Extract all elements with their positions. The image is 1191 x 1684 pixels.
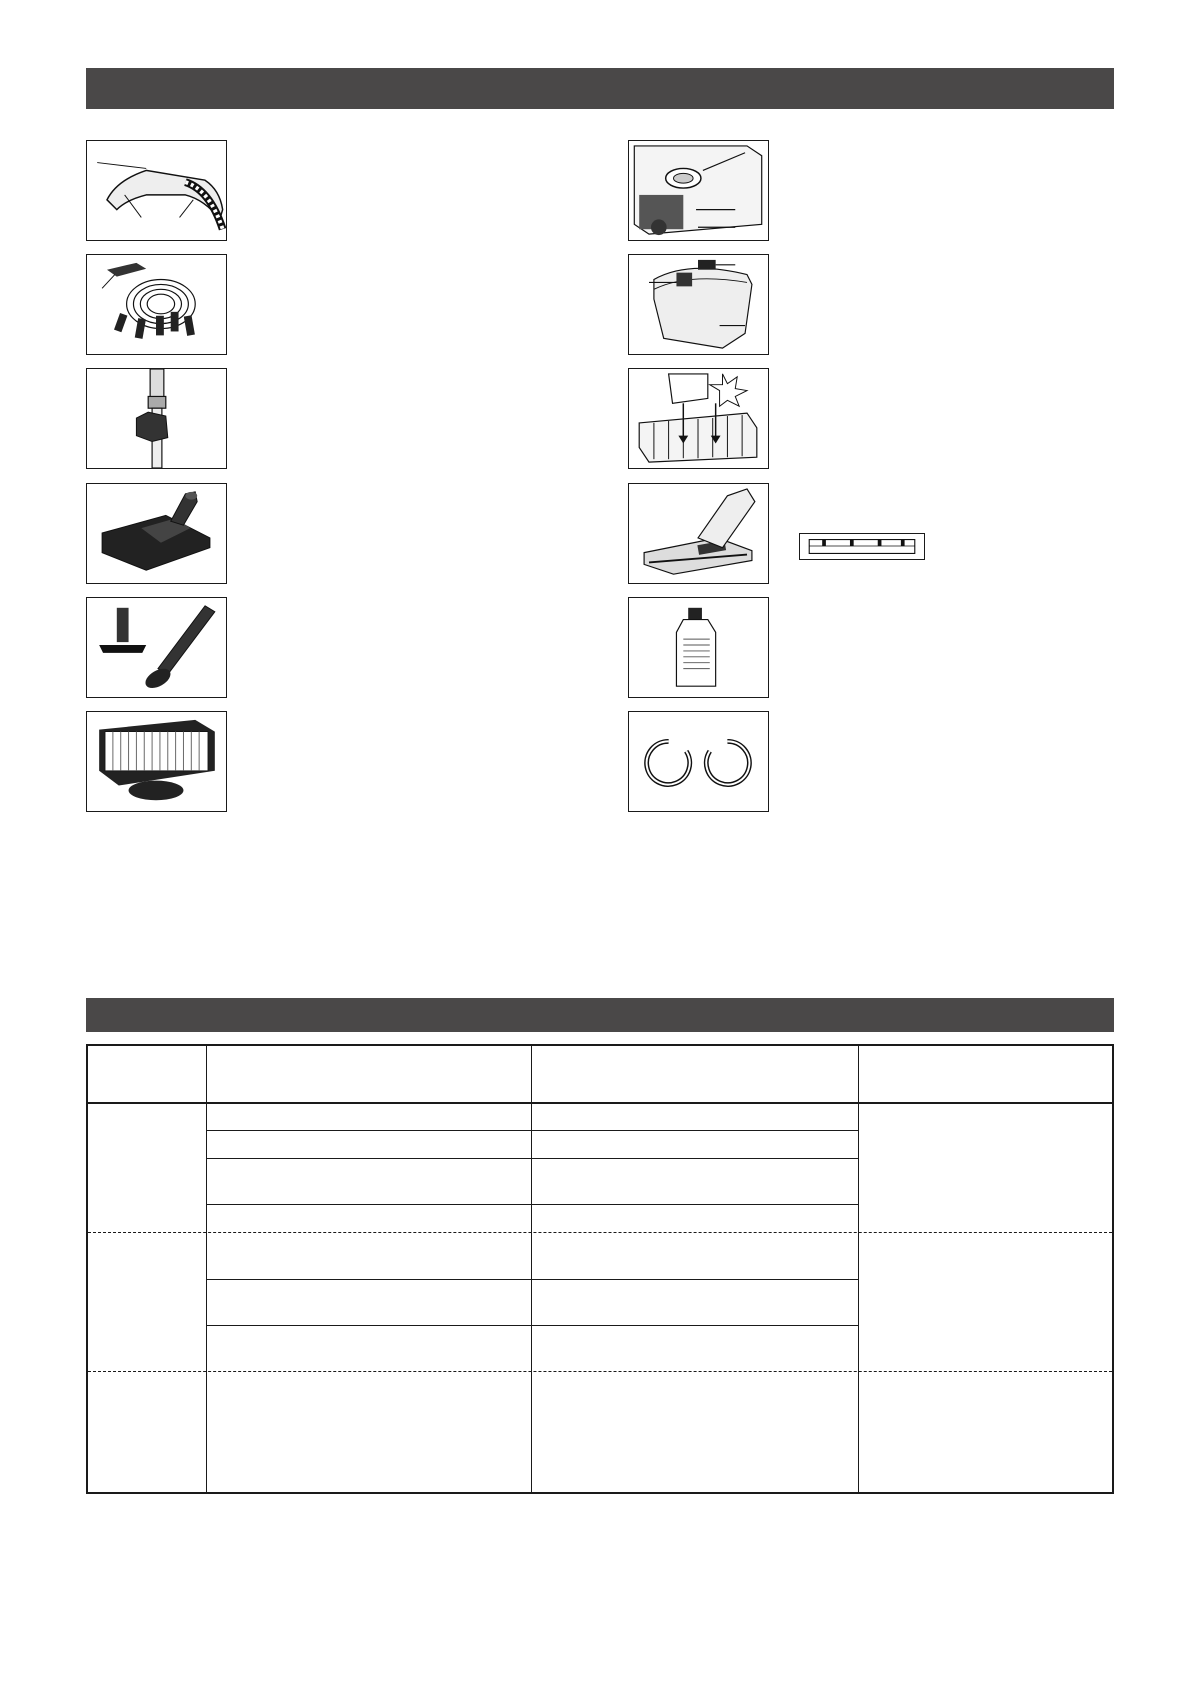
column-divider [858,1046,859,1492]
steam-handle-icon [87,141,226,240]
window-nozzle-figure [628,483,769,584]
water-tank-figure [628,254,769,355]
hose-cable-icon [87,255,226,354]
column-divider [531,1046,532,1492]
filter-cassette-icon [87,712,226,811]
section-header-bar [86,68,1114,109]
row-divider [206,1130,858,1131]
detergent-bottle-icon [629,598,768,697]
header-row-divider [88,1102,1112,1104]
row-divider [206,1325,858,1326]
squeegee-strip-figure [799,533,925,560]
table-section-header-bar [86,998,1114,1032]
seal-rings-icon [629,712,768,811]
filter-cassette-figure [86,711,227,812]
nozzle-set-figure [86,597,227,698]
group-divider [88,1371,1112,1372]
detergent-bottle-figure [628,597,769,698]
filter-insert-icon [629,369,768,468]
water-filter-housing-figure [628,140,769,241]
seal-rings-figure [628,711,769,812]
group-divider [88,1232,1112,1233]
water-filter-housing-icon [629,141,768,240]
row-divider [206,1279,858,1280]
squeegee-strip-icon [800,534,924,559]
hose-cable-figure [86,254,227,355]
suction-tube-clip-icon [87,369,226,468]
floor-nozzle-figure [86,483,227,584]
parts-table [86,1044,1114,1494]
column-divider [206,1046,207,1492]
suction-tube-clip-figure [86,368,227,469]
row-divider [206,1158,858,1159]
filter-insert-figure [628,368,769,469]
nozzle-set-icon [87,598,226,697]
steam-handle-figure [86,140,227,241]
window-nozzle-icon [629,484,768,583]
row-divider [206,1204,858,1205]
water-tank-icon [629,255,768,354]
floor-nozzle-icon [87,484,226,583]
